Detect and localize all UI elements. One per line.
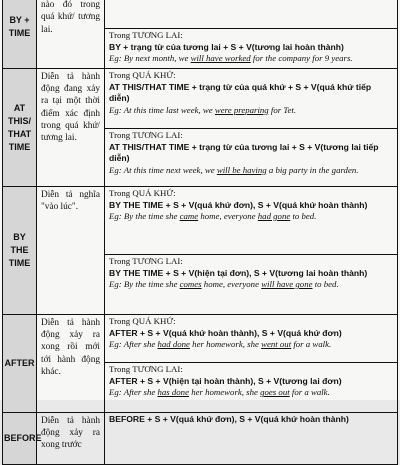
structure-formula: BY THE TIME + S + V(hiện tại đơn), S + V(tương lai hoàn thành) — [109, 267, 368, 278]
usage-cell: Diễn tả nghĩa "vào lúc". — [37, 187, 105, 315]
example-text: for a walk. — [291, 339, 332, 350]
example-sentence — [109, 211, 393, 223]
formula-cell — [105, 29, 398, 69]
underlined-verb: has done — [157, 387, 189, 398]
tense-label: Trong QUÁ KHỨ: — [109, 188, 176, 198]
underlined-verb: comes — [179, 279, 202, 290]
example-text: for Tet. — [268, 104, 297, 115]
underlined-verb: were preparing — [214, 104, 269, 115]
formula-cell — [105, 69, 398, 129]
keyword-cell — [3, 69, 37, 187]
keyword-text: AFTER — [4, 358, 35, 368]
underlined-verb: will be having — [216, 164, 267, 175]
keyword-cell — [3, 0, 37, 69]
example-text: Eg: By next month, we — [109, 53, 191, 64]
table-row — [3, 69, 398, 129]
example-sentence — [109, 339, 393, 351]
underlined-verb: went out — [261, 339, 292, 350]
example-text: Eg: At this time next week, we — [109, 164, 217, 175]
usage-cell: nào đó trong quá khứ/ tương lai. — [37, 0, 105, 69]
tense-label: Trong TƯƠNG LAI: — [109, 30, 183, 40]
keyword-text: TIME — [8, 141, 31, 152]
keyword-text: BY THE — [10, 232, 29, 255]
structure-formula: AT THIS/THAT TIME + trạng từ của quá khứ + S + V(quá khứ tiếp diễn) — [109, 81, 372, 104]
grammar-table-body — [3, 0, 398, 465]
example-text: for the company for 9 years. — [250, 53, 353, 64]
structure-formula: AFTER + S + V(hiện tại hoàn thành), S + V(tương lai đơn) — [109, 375, 342, 386]
formula-cell — [105, 315, 398, 363]
table-row — [3, 413, 398, 465]
table-row — [3, 315, 398, 363]
example-text: home, everyone — [198, 211, 258, 222]
underlined-verb: will have gone — [261, 279, 313, 290]
keyword-cell — [3, 315, 37, 413]
formula-cell — [105, 187, 398, 255]
example-text: to bed. — [312, 279, 339, 290]
example-text: Eg: By the time she — [109, 211, 180, 222]
keyword-text: TIME — [8, 258, 31, 268]
underlined-verb: came — [179, 211, 199, 222]
table-row — [3, 187, 398, 255]
example-sentence — [109, 387, 393, 399]
example-text: Eg: At this time last week, we — [109, 104, 215, 115]
tense-label: Trong QUÁ KHỨ: — [109, 70, 176, 80]
formula-cell — [105, 413, 398, 465]
example-text: Eg: After she — [109, 387, 158, 398]
keyword-text: THIS/ — [7, 115, 31, 126]
keyword-text: BY + — [9, 14, 30, 25]
tense-label: Trong QUÁ KHỨ: — [109, 316, 176, 326]
underlined-verb: had gone — [257, 211, 291, 222]
usage-cell: Diễn tả hành động xảy ra xong trước — [37, 413, 105, 465]
formula-cell — [105, 255, 398, 315]
structure-formula: BY THE TIME + S + V(quá khứ đơn), S + V(quá khứ hoàn thành) — [109, 199, 368, 210]
formula-cell — [105, 0, 398, 29]
tense-label: Trong TƯƠNG LAI: — [109, 364, 183, 374]
structure-formula: AFTER + S + V(quá khứ hoàn thành), S + V(quá khứ đơn) — [109, 327, 342, 338]
tense-label: Trong TƯƠNG LAI: — [109, 256, 183, 266]
tense-label: Trong TƯƠNG LAI: — [109, 130, 183, 140]
structure-formula: BEFORE + S + V(quá khứ đơn), S + V(quá khứ hoàn thành) — [109, 414, 349, 424]
example-text: for a walk. — [289, 387, 330, 398]
usage-cell: Diễn tả hành động xảy ra xong rồi mới tới hành động khác. — [37, 315, 105, 413]
example-sentence — [109, 105, 393, 117]
underlined-verb: had done — [157, 339, 190, 350]
keyword-text: THAT — [7, 128, 32, 139]
keyword-text: AT — [13, 102, 26, 113]
keyword-text: BEFORE — [4, 433, 42, 443]
example-text: Eg: By the time she — [109, 279, 180, 290]
keyword-text: TIME — [8, 27, 31, 38]
example-text: to bed. — [290, 211, 317, 222]
table-row — [3, 0, 398, 29]
structure-formula: BY + trạng từ của tương lai + S + V(tương lai hoàn thành) — [109, 41, 344, 52]
example-text: her homework, she — [189, 339, 262, 350]
underlined-verb: will have worked — [190, 53, 251, 64]
example-sentence — [109, 53, 393, 65]
example-sentence — [109, 165, 393, 177]
grammar-table — [2, 0, 398, 465]
example-text: her homework, she — [189, 387, 261, 398]
usage-cell: Diễn tả hành động đang xảy ra tại một thời điểm xác định trong quá khứ/ tương lai. — [37, 69, 105, 187]
example-text: a big party in the garden. — [266, 164, 359, 175]
underlined-verb: goes out — [260, 387, 290, 398]
formula-cell — [105, 129, 398, 187]
formula-cell — [105, 363, 398, 413]
example-sentence — [109, 279, 393, 291]
keyword-cell — [3, 187, 37, 315]
keyword-cell — [3, 413, 42, 465]
structure-formula: AT THIS/THAT TIME + trạng từ của tương lai + S + V(tương lai tiếp diễn) — [109, 141, 379, 164]
example-text: home, everyone — [201, 279, 262, 290]
example-text: Eg: After she — [109, 339, 158, 350]
